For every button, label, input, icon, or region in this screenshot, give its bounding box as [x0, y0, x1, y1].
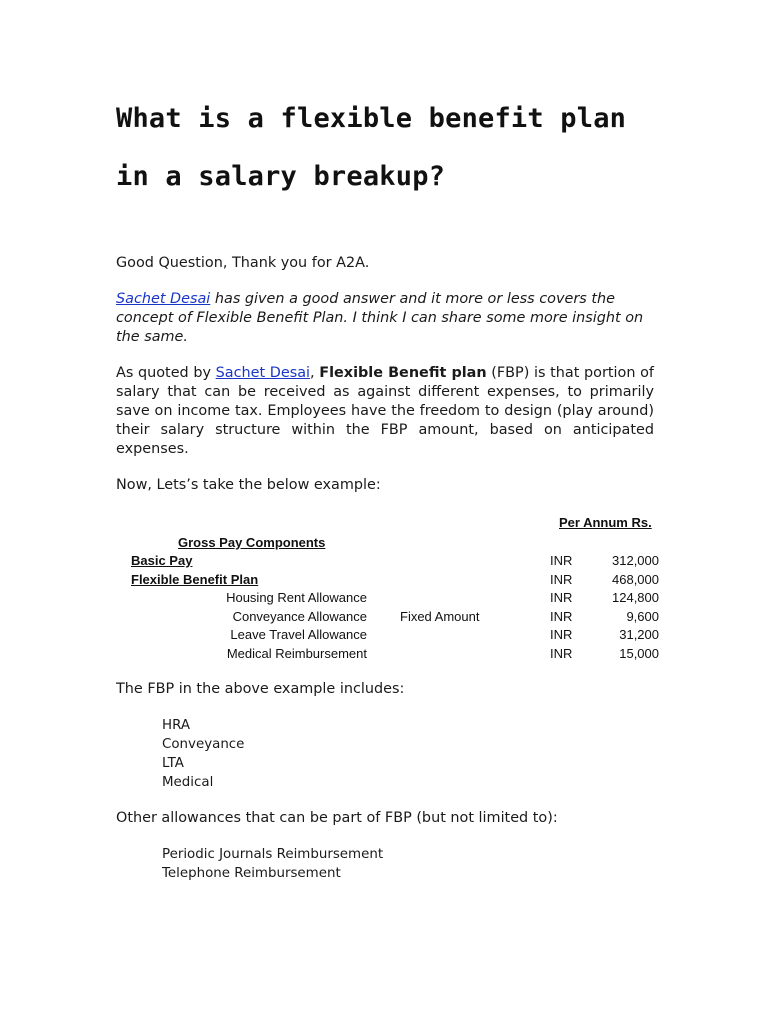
row-amount: 312,000 — [612, 553, 659, 568]
row-currency: INR — [550, 609, 573, 624]
list-item: Conveyance — [162, 737, 245, 752]
italic-paragraph — [116, 290, 654, 347]
includes-list — [162, 716, 244, 792]
table-row — [116, 646, 676, 664]
row-amount: 9,600 — [626, 609, 659, 624]
document-page — [116, 90, 659, 881]
table-row — [116, 627, 676, 645]
row-amount: 468,000 — [612, 572, 659, 587]
row-amount: 15,000 — [619, 646, 659, 661]
list-item: Periodic Journals Reimbursement — [162, 847, 384, 862]
row-currency: INR — [550, 627, 573, 642]
table-row — [116, 572, 676, 590]
row-label: Flexible Benefit Plan — [131, 572, 259, 587]
row-label: Conveyance Allowance — [232, 609, 367, 624]
author-link-2[interactable]: Sachet Desai — [215, 365, 311, 381]
row-label: Medical Reimbursement — [226, 646, 367, 661]
includes-intro: The FBP in the above example includes: — [116, 681, 405, 697]
row-currency: INR — [550, 553, 573, 568]
row-currency: INR — [550, 572, 573, 587]
list-item: Medical — [162, 775, 214, 790]
page-title — [116, 90, 654, 206]
row-amount: 124,800 — [612, 590, 659, 605]
intro-paragraph: Good Question, Thank you for A2A. — [116, 255, 370, 271]
row-currency: INR — [550, 590, 573, 605]
fbp-comma: , — [310, 365, 320, 381]
fbp-rest: (FBP) is that portion of salary that can be received as against different expenses, to primarily save on income tax. Employees have the freedom to design (play around) their salary structure within the FBP amount, based on anticipated expenses. — [116, 365, 654, 457]
fbp-prefix: As quoted by — [116, 365, 216, 381]
fbp-definition-paragraph — [116, 364, 654, 459]
fbp-bold-term: Flexible Benefit plan — [319, 365, 487, 381]
row-currency: INR — [550, 646, 573, 661]
other-allowances-intro: Other allowances that can be part of FBP (but not limited to): — [116, 810, 558, 826]
table-section-title: Gross Pay Components — [178, 535, 326, 550]
table-row — [116, 590, 676, 608]
row-amount: 31,200 — [619, 627, 659, 642]
list-item: Telephone Reimbursement — [162, 866, 341, 881]
title-line-2: in a salary breakup? — [116, 161, 446, 192]
table-row — [116, 553, 676, 571]
example-intro: Now, Lets’s take the below example: — [116, 477, 381, 493]
salary-table — [116, 515, 676, 665]
list-item: LTA — [162, 756, 184, 771]
table-row — [116, 609, 676, 627]
author-link[interactable]: Sachet Desai — [116, 291, 211, 307]
title-line-1: What is a flexible benefit plan — [116, 103, 627, 134]
table-header-per-annum: Per Annum Rs. — [559, 515, 652, 530]
row-label: Leave Travel Allowance — [230, 627, 367, 642]
row-label: Housing Rent Allowance — [226, 590, 367, 605]
italic-paragraph-text: has given a good answer and it more or less covers the concept of Flexible Benefit Plan. I think I can share some more insight on the same. — [116, 291, 644, 345]
row-note: Fixed Amount — [400, 609, 480, 624]
row-label: Basic Pay — [131, 553, 193, 568]
other-allowances-list — [162, 845, 383, 883]
list-item: HRA — [162, 718, 190, 733]
